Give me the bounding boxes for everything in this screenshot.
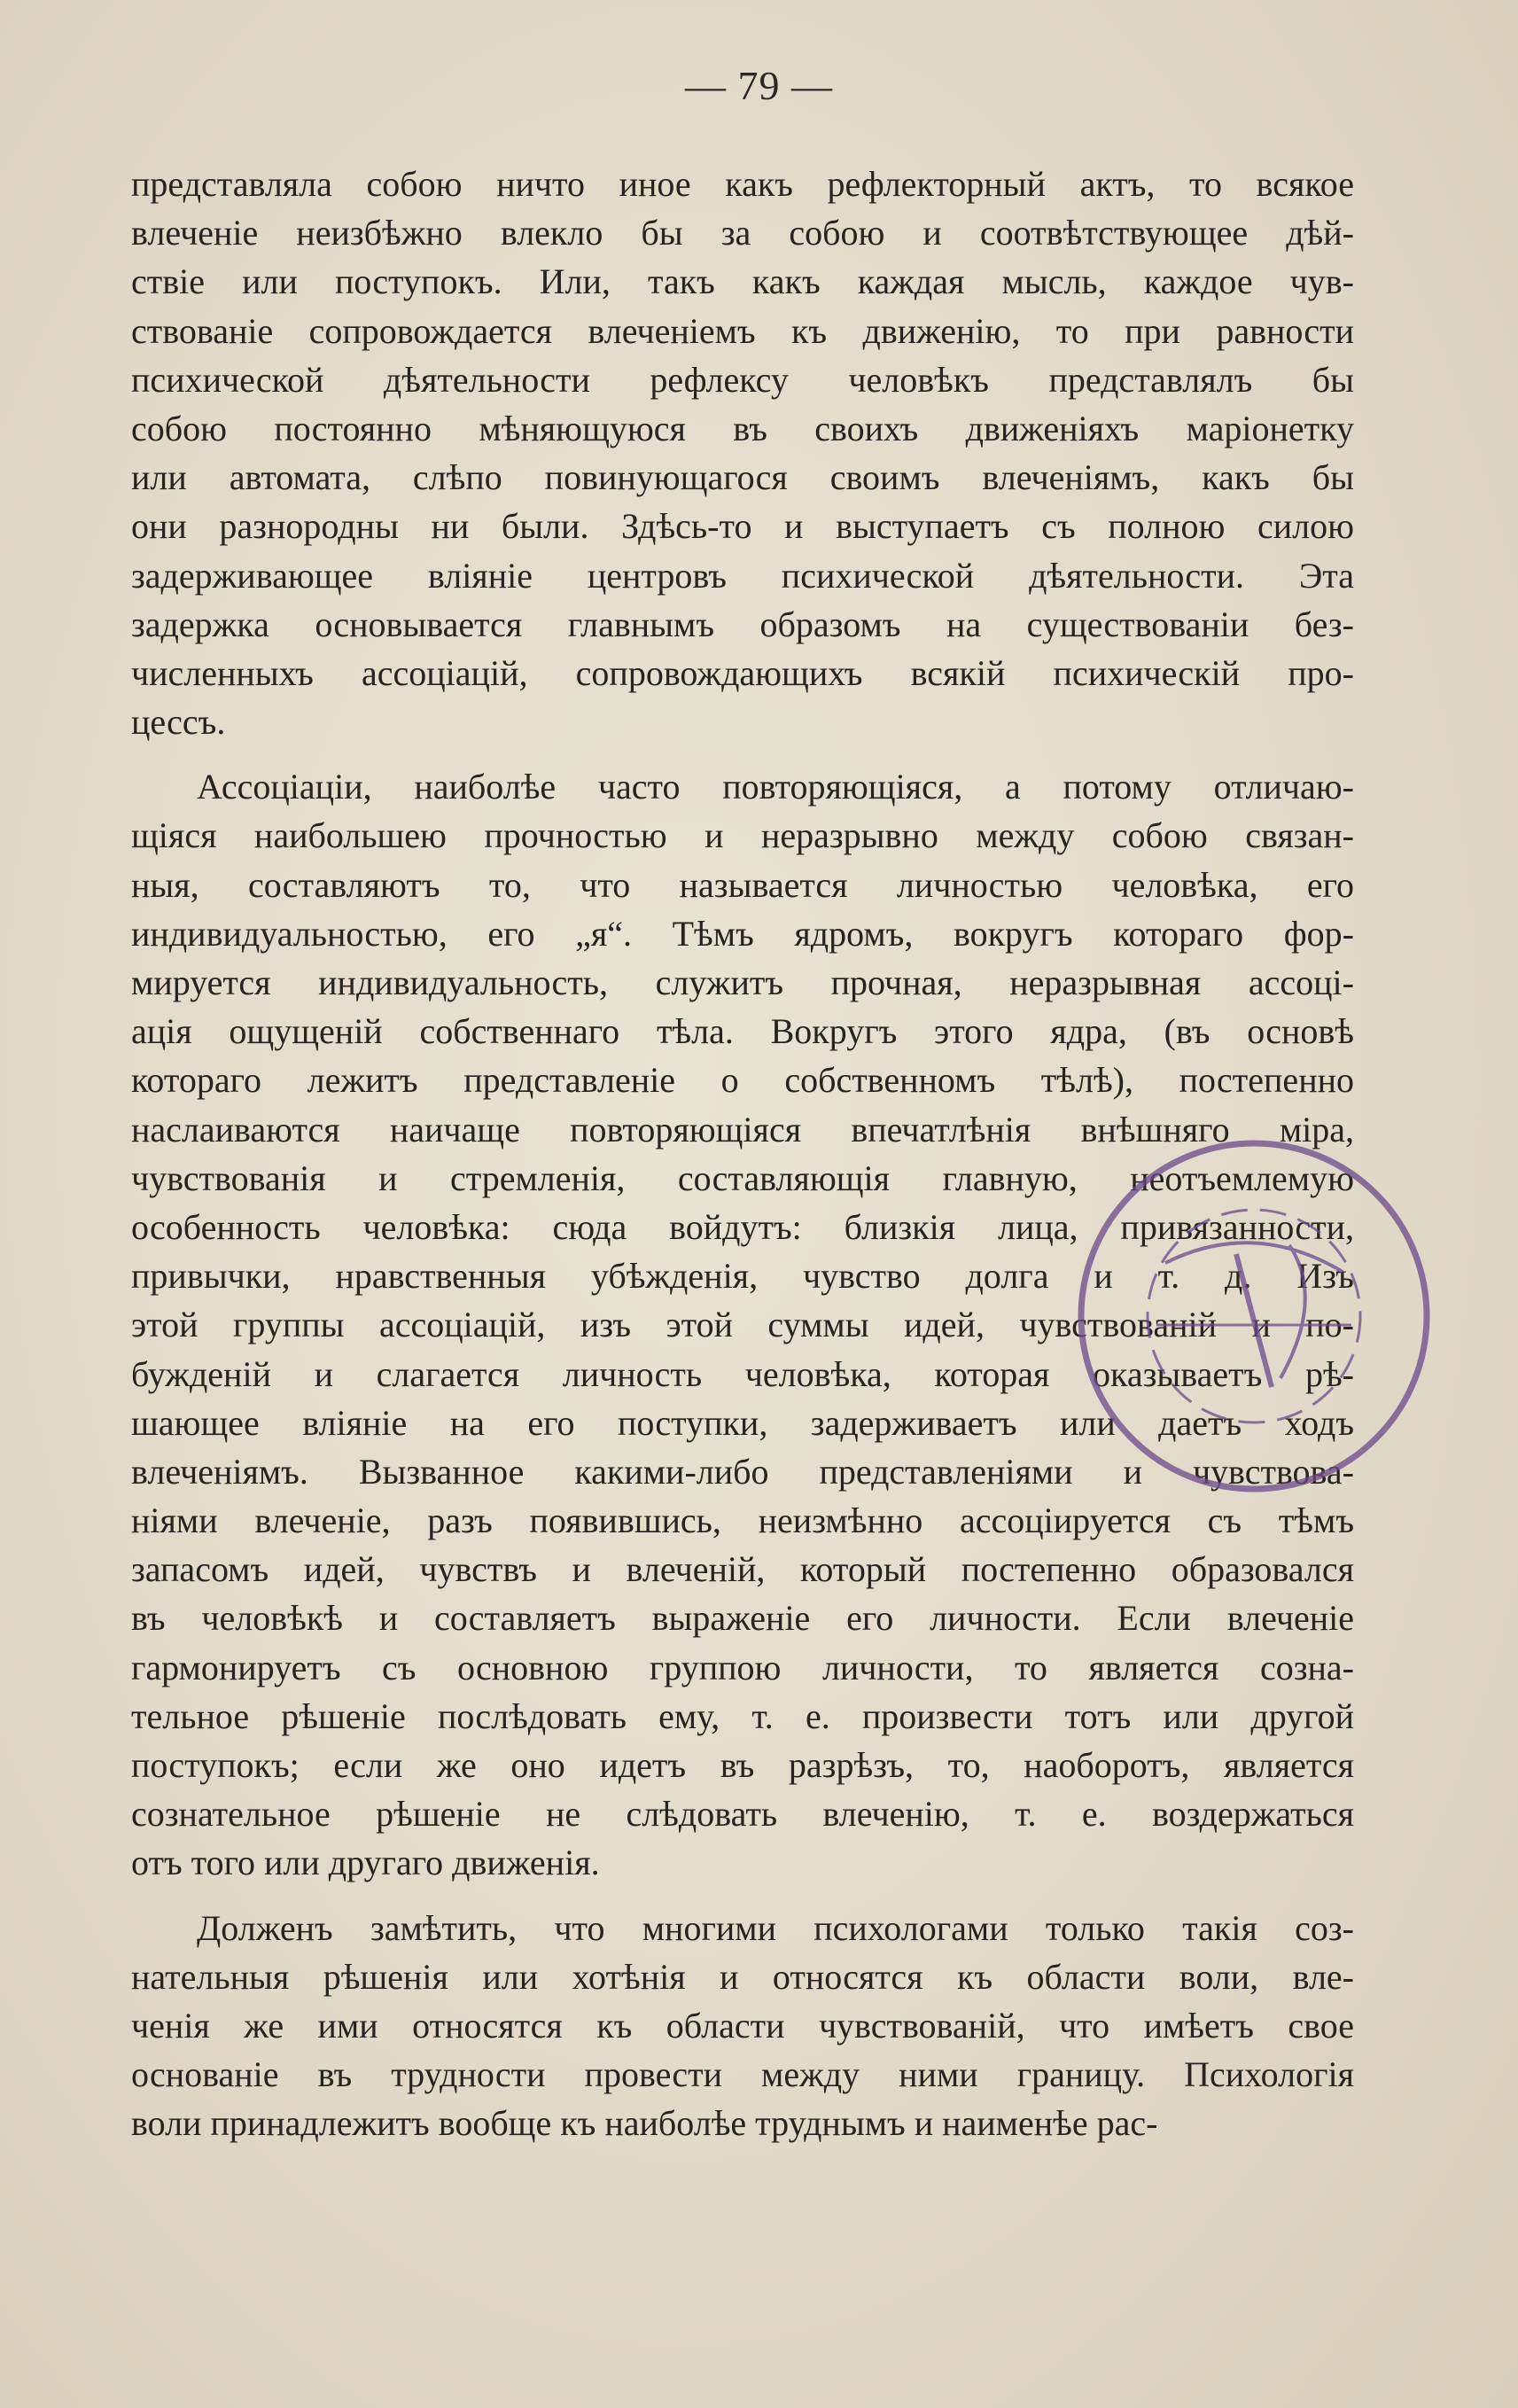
text-line: въ человѣкѣ и составляетъ выраженіе его личности. Если влеченіе	[131, 1598, 1354, 1639]
text-line: психической дѣятельности рефлексу человѣкъ представлялъ бы	[131, 359, 1354, 400]
text-line: задерживающее вліяніе центровъ психической дѣятельности. Эта	[131, 555, 1354, 596]
text-line: щіяся наибольшею прочностью и неразрывно между собою связан-	[131, 815, 1354, 856]
text-line: этой группы ассоціацій, изъ этой суммы идей, чувствованій и по-	[131, 1305, 1354, 1345]
text-line: ныя, составляютъ то, что называется личностью человѣка, его	[131, 864, 1354, 905]
text-line: задержка основывается главнымъ образомъ на существованіи без-	[131, 604, 1354, 644]
text-line: ніями влеченіе, разъ появившись, неизмѣнно ассоціируется съ тѣмъ	[131, 1500, 1354, 1541]
text-line: цессъ.	[131, 702, 226, 743]
text-line: представляла собою ничто иное какъ рефлекторный актъ, то всякое	[131, 164, 1354, 204]
paragraph-3	[131, 1904, 1354, 2148]
body-text	[131, 160, 1354, 2148]
page-number: — 79 —	[685, 63, 833, 108]
text-line: бужденій и слагается личность человѣка, которая оказываетъ рѣ-	[131, 1353, 1354, 1394]
text-line: Ассоціаціи, наиболѣе часто повторяющіяся, а потому отличаю-	[197, 767, 1354, 807]
text-line: Долженъ замѣтить, что многими психологами только такія соз-	[197, 1907, 1354, 1948]
text-line: привычки, нравственныя убѣжденія, чувство долга и т. д. Изъ	[131, 1256, 1354, 1297]
text-line: ствованіе сопровождается влеченіемъ къ движенію, то при равности	[131, 310, 1354, 351]
text-line: тельное рѣшеніе послѣдовать ему, т. е. произвести тотъ или другой	[131, 1695, 1354, 1736]
text-line: они разнородны ни были. Здѣсь-то и выступаетъ съ полною силою	[131, 506, 1354, 547]
text-line: мируется индивидуальность, служитъ прочная, неразрывная ассоці-	[131, 962, 1354, 1002]
text-line: котораго лежитъ представленіе о собственномъ тѣлѣ), постепенно	[131, 1060, 1354, 1101]
text-line: поступокъ; если же оно идетъ въ разрѣзъ, то, наоборотъ, является	[131, 1745, 1354, 1785]
text-line: или автомата, слѣпо повинующагося своимъ влеченіямъ, какъ бы	[131, 457, 1354, 498]
text-line: ствіе или поступокъ. Или, такъ какъ каждая мысль, каждое чув-	[131, 261, 1354, 302]
paragraph-gap	[131, 1888, 1354, 1904]
text-line: нательныя рѣшенія или хотѣнія и относятся къ области воли, вле-	[131, 1956, 1354, 1997]
text-line: сознательное рѣшеніе не слѣдовать влеченію, т. е. воздержаться	[131, 1794, 1354, 1835]
text-line: собою постоянно мѣняющуюся въ своихъ движеніяхъ маріонетку	[131, 408, 1354, 448]
text-line: чувствованія и стремленія, составляющія главную, неотъемлемую	[131, 1157, 1354, 1198]
text-line: особенность человѣка: сюда войдутъ: близкія лица, привязанности,	[131, 1206, 1354, 1247]
text-line: запасомъ идей, чувствъ и влеченій, который постепенно образовался	[131, 1549, 1354, 1590]
text-line: воли принадлежитъ вообще къ наиболѣе труднымъ и наименѣе рас-	[131, 2103, 1158, 2144]
paragraph-gap	[131, 746, 1354, 762]
text-line: гармонируетъ съ основною группою личности, то является созна-	[131, 1647, 1354, 1687]
text-line: основаніе въ трудности провести между ними границу. Психологія	[131, 2054, 1354, 2095]
text-line: шающее вліяніе на его поступки, задерживаетъ или даетъ ходъ	[131, 1402, 1354, 1443]
text-line: численныхъ ассоціацій, сопровождающихъ всякій психическій про-	[131, 652, 1354, 693]
text-line: наслаиваются наичаще повторяющіяся впечатлѣнія внѣшняго міра,	[131, 1109, 1354, 1149]
text-line: индивидуальностью, его „я“. Тѣмъ ядромъ, вокругъ котораго фор-	[131, 913, 1354, 954]
text-line: отъ того или другаго движенія.	[131, 1843, 600, 1883]
text-line: влеченіямъ. Вызванное какими-либо представленіями и чувствова-	[131, 1451, 1354, 1492]
text-line: влеченіе неизбѣжно влекло бы за собою и соотвѣтствующее дѣй-	[131, 213, 1354, 253]
paragraph-2	[131, 762, 1354, 1887]
text-line: ченія же ими относятся къ области чувствованій, что имѣетъ свое	[131, 2005, 1354, 2046]
paragraph-1	[131, 160, 1354, 746]
text-line: ація ощущеній собственнаго тѣла. Вокругъ этого ядра, (въ основѣ	[131, 1011, 1354, 1052]
